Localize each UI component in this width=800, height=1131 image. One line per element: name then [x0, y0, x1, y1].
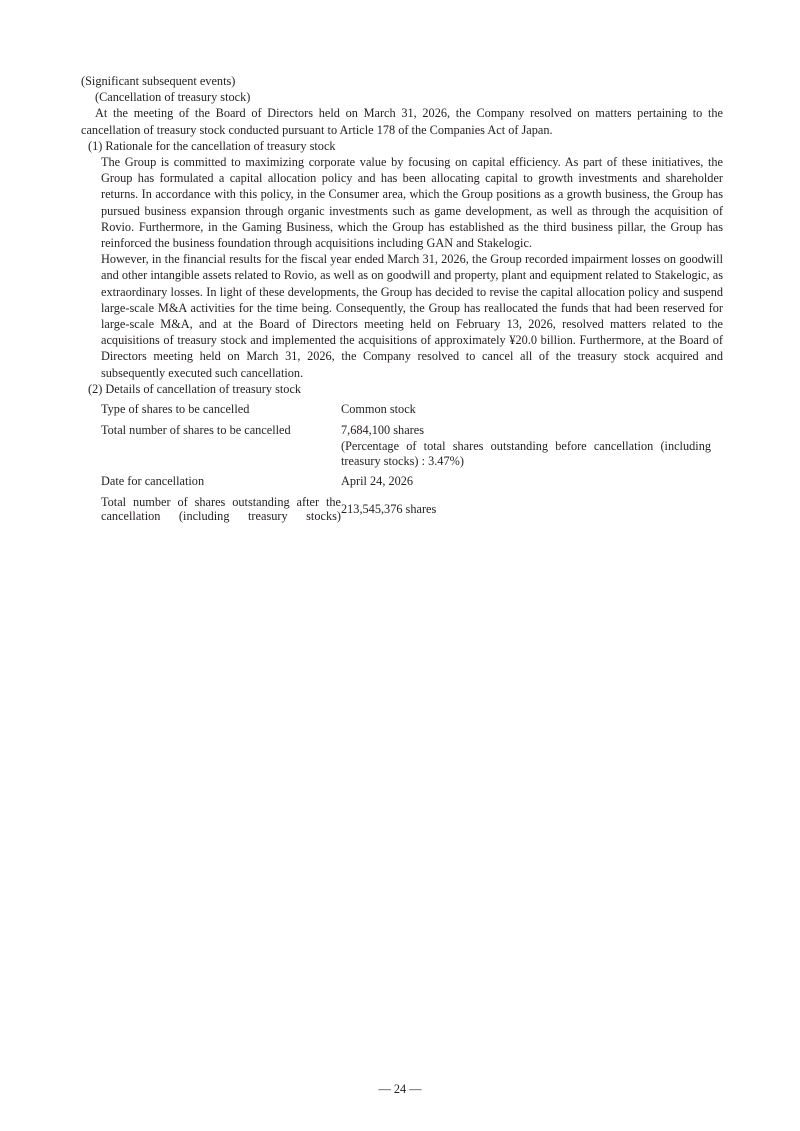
page-number: ― 24 ― [378, 1082, 422, 1096]
intro-paragraph: At the meeting of the Board of Directors held on March 31, 2026, the Company resolved on matters pertaining to the cancellation of treasury stock conducted pursuant to Article 178 of the Companies Act of Japan. [81, 106, 723, 137]
detail-value: 213,545,376 shares [341, 501, 437, 516]
table-row [101, 399, 711, 420]
detail-label: Total number of shares to be cancelled [101, 422, 291, 437]
detail-label: Total number of shares outstanding after the cancellation (including treasury stocks) [101, 494, 341, 524]
section-heading: (Significant subsequent events) [81, 74, 236, 88]
section1-title: (1) Rationale for the cancellation of treasury stock [88, 138, 336, 153]
table-row [101, 420, 711, 472]
table-row [101, 492, 711, 527]
detail-label: Date for cancellation [101, 474, 205, 489]
subsection-heading: (Cancellation of treasury stock) [95, 90, 251, 105]
detail-note: (Percentage of total shares outstanding before cancellation (including treasury stocks) : 3.47%) [341, 439, 711, 468]
detail-value: April 24, 2026 [341, 474, 414, 489]
detail-label: Type of shares to be cancelled [101, 402, 250, 417]
table-row [101, 471, 711, 492]
section1-body [81, 154, 723, 381]
section1-paragraph-1: The Group is committed to maximizing corporate value by focusing on capital efficiency. As part of these initiatives, the Group has formulated a capital allocation policy and has been allocating capital to growth investments and shareholder returns. In accordance with this policy, in the Consumer area, which the Group positions as a growth business, the Group has pursued business expansion through organic investments such as game development, as well as through the acquisition of Rovio. Furthermore, in the Gaming Business, which the Group has established as the third business pillar, the Group has reinforced the business foundation through acquisitions including GAN and Stakelogic. [101, 155, 723, 251]
section2-title: (2) Details of cancellation of treasury stock [88, 381, 302, 396]
detail-value-cell [341, 420, 711, 472]
detail-value: 7,684,100 shares [341, 422, 424, 437]
document-body [81, 73, 723, 527]
detail-value: Common stock [341, 402, 416, 417]
section1-paragraph-2: However, in the financial results for the fiscal year ended March 31, 2026, the Group recorded impairment losses on goodwill and other intangible assets related to Rovio, as well as on goodwill and property, plant and equipment related to Stakelogic, as extraordinary losses. In light of these developments, the Group has decided to revise the capital allocation policy and suspend large-scale M&A activities for the time being. Consequently, the Group has reallocated the funds that had been reserved for large-scale M&A, and at the Board of Directors meeting held on February 13, 2026, resolved matters related to the acquisitions of treasury stock and implemented the acquisitions of approximately ¥20.0 billion. Furthermore, at the Board of Directors meeting held on March 31, 2026, the Company resolved to cancel all of the treasury stock acquired and subsequently executed such cancellation. [101, 252, 723, 380]
details-table [101, 399, 711, 527]
